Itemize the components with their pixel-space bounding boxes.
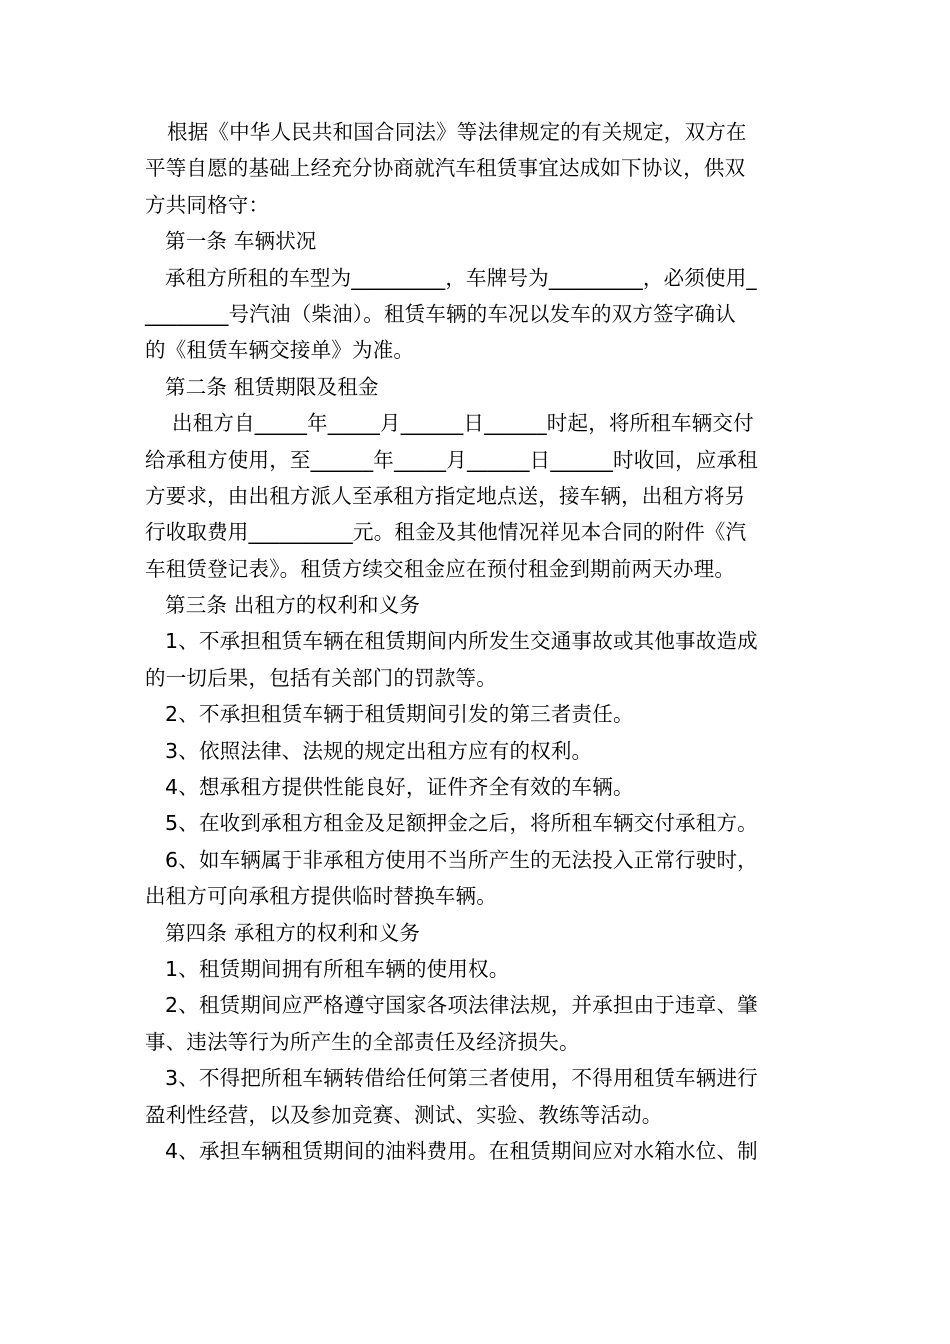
list-item: 4、想承租方提供性能良好，证件齐全有效的车辆。: [165, 775, 634, 800]
paragraph-line: 事、违法等行为所产生的全部责任及经济损失。: [145, 1029, 580, 1054]
list-item: 4、承担车辆租赁期间的油料费用。在租赁期间应对水箱水位、制: [165, 1138, 758, 1163]
section-heading: 第一条 车辆状况: [165, 229, 317, 254]
list-item: 3、依照法律、法规的规定出租方应有的权利。: [165, 738, 593, 763]
paragraph-line: 的一切后果，包括有关部门的罚款等。: [145, 665, 497, 690]
list-item: 5、在收到承租方租金及足额押金之后，将所租车辆交付承租方。: [165, 811, 758, 836]
paragraph-line: 出租方自_____年_____月______日______时起，将所租车辆交付: [172, 411, 754, 436]
paragraph-line: 承租方所租的车型为_________，车牌号为_________，必须使用_: [165, 265, 757, 290]
section-heading: 第二条 租赁期限及租金: [165, 374, 379, 399]
paragraph-line: 的《租赁车辆交接单》为准。: [145, 338, 415, 363]
list-item: 2、不承担租赁车辆于租赁期间引发的第三者责任。: [165, 702, 634, 727]
paragraph-line: 出租方可向承租方提供临时替换车辆。: [145, 884, 497, 909]
paragraph-line: 方要求，由出租方派人至承租方指定地点送，接车辆，出租方将另: [145, 483, 746, 508]
paragraph-line: 方共同格守：: [145, 192, 270, 217]
paragraph-line: 盈利性经营，以及参加竞赛、测试、实验、教练等活动。: [145, 1102, 663, 1127]
paragraph-line: 平等自愿的基础上经充分协商就汽车租赁事宜达成如下协议，供双: [145, 156, 746, 181]
paragraph-line: 行收取费用__________元。租金及其他情况祥见本合同的附件《汽: [145, 520, 747, 545]
section-heading: 第四条 承租方的权利和义务: [165, 920, 421, 945]
list-item: 3、不得把所租车辆转借给任何第三者使用，不得用租赁车辆进行: [165, 1066, 758, 1091]
list-item: 2、租赁期间应严格遵守国家各项法律法规，并承担由于违章、肇: [165, 993, 758, 1018]
paragraph-line: 根据《中华人民共和国合同法》等法律规定的有关规定，双方在: [167, 120, 747, 144]
list-item: 1、不承担租赁车辆在租赁期间内所发生交通事故或其他事故造成: [165, 629, 758, 654]
paragraph-line: 车租赁登记表》。租赁方续交租金应在预付租金到期前两天办理。: [145, 556, 736, 581]
paragraph-line: 给承租方使用，至______年_____月______日______时收回，应承租: [145, 447, 758, 472]
list-item: 1、租赁期间拥有所租车辆的使用权。: [165, 956, 510, 981]
contract-page: [145, 114, 810, 1169]
paragraph-line: ________号汽油（柴油）。租赁车辆的车况以发车的双方签字确认: [145, 301, 736, 326]
list-item: 6、如车辆属于非承租方使用不当所产生的无法投入正常行驶时，: [165, 847, 758, 872]
section-heading: 第三条 出租方的权利和义务: [165, 593, 421, 618]
